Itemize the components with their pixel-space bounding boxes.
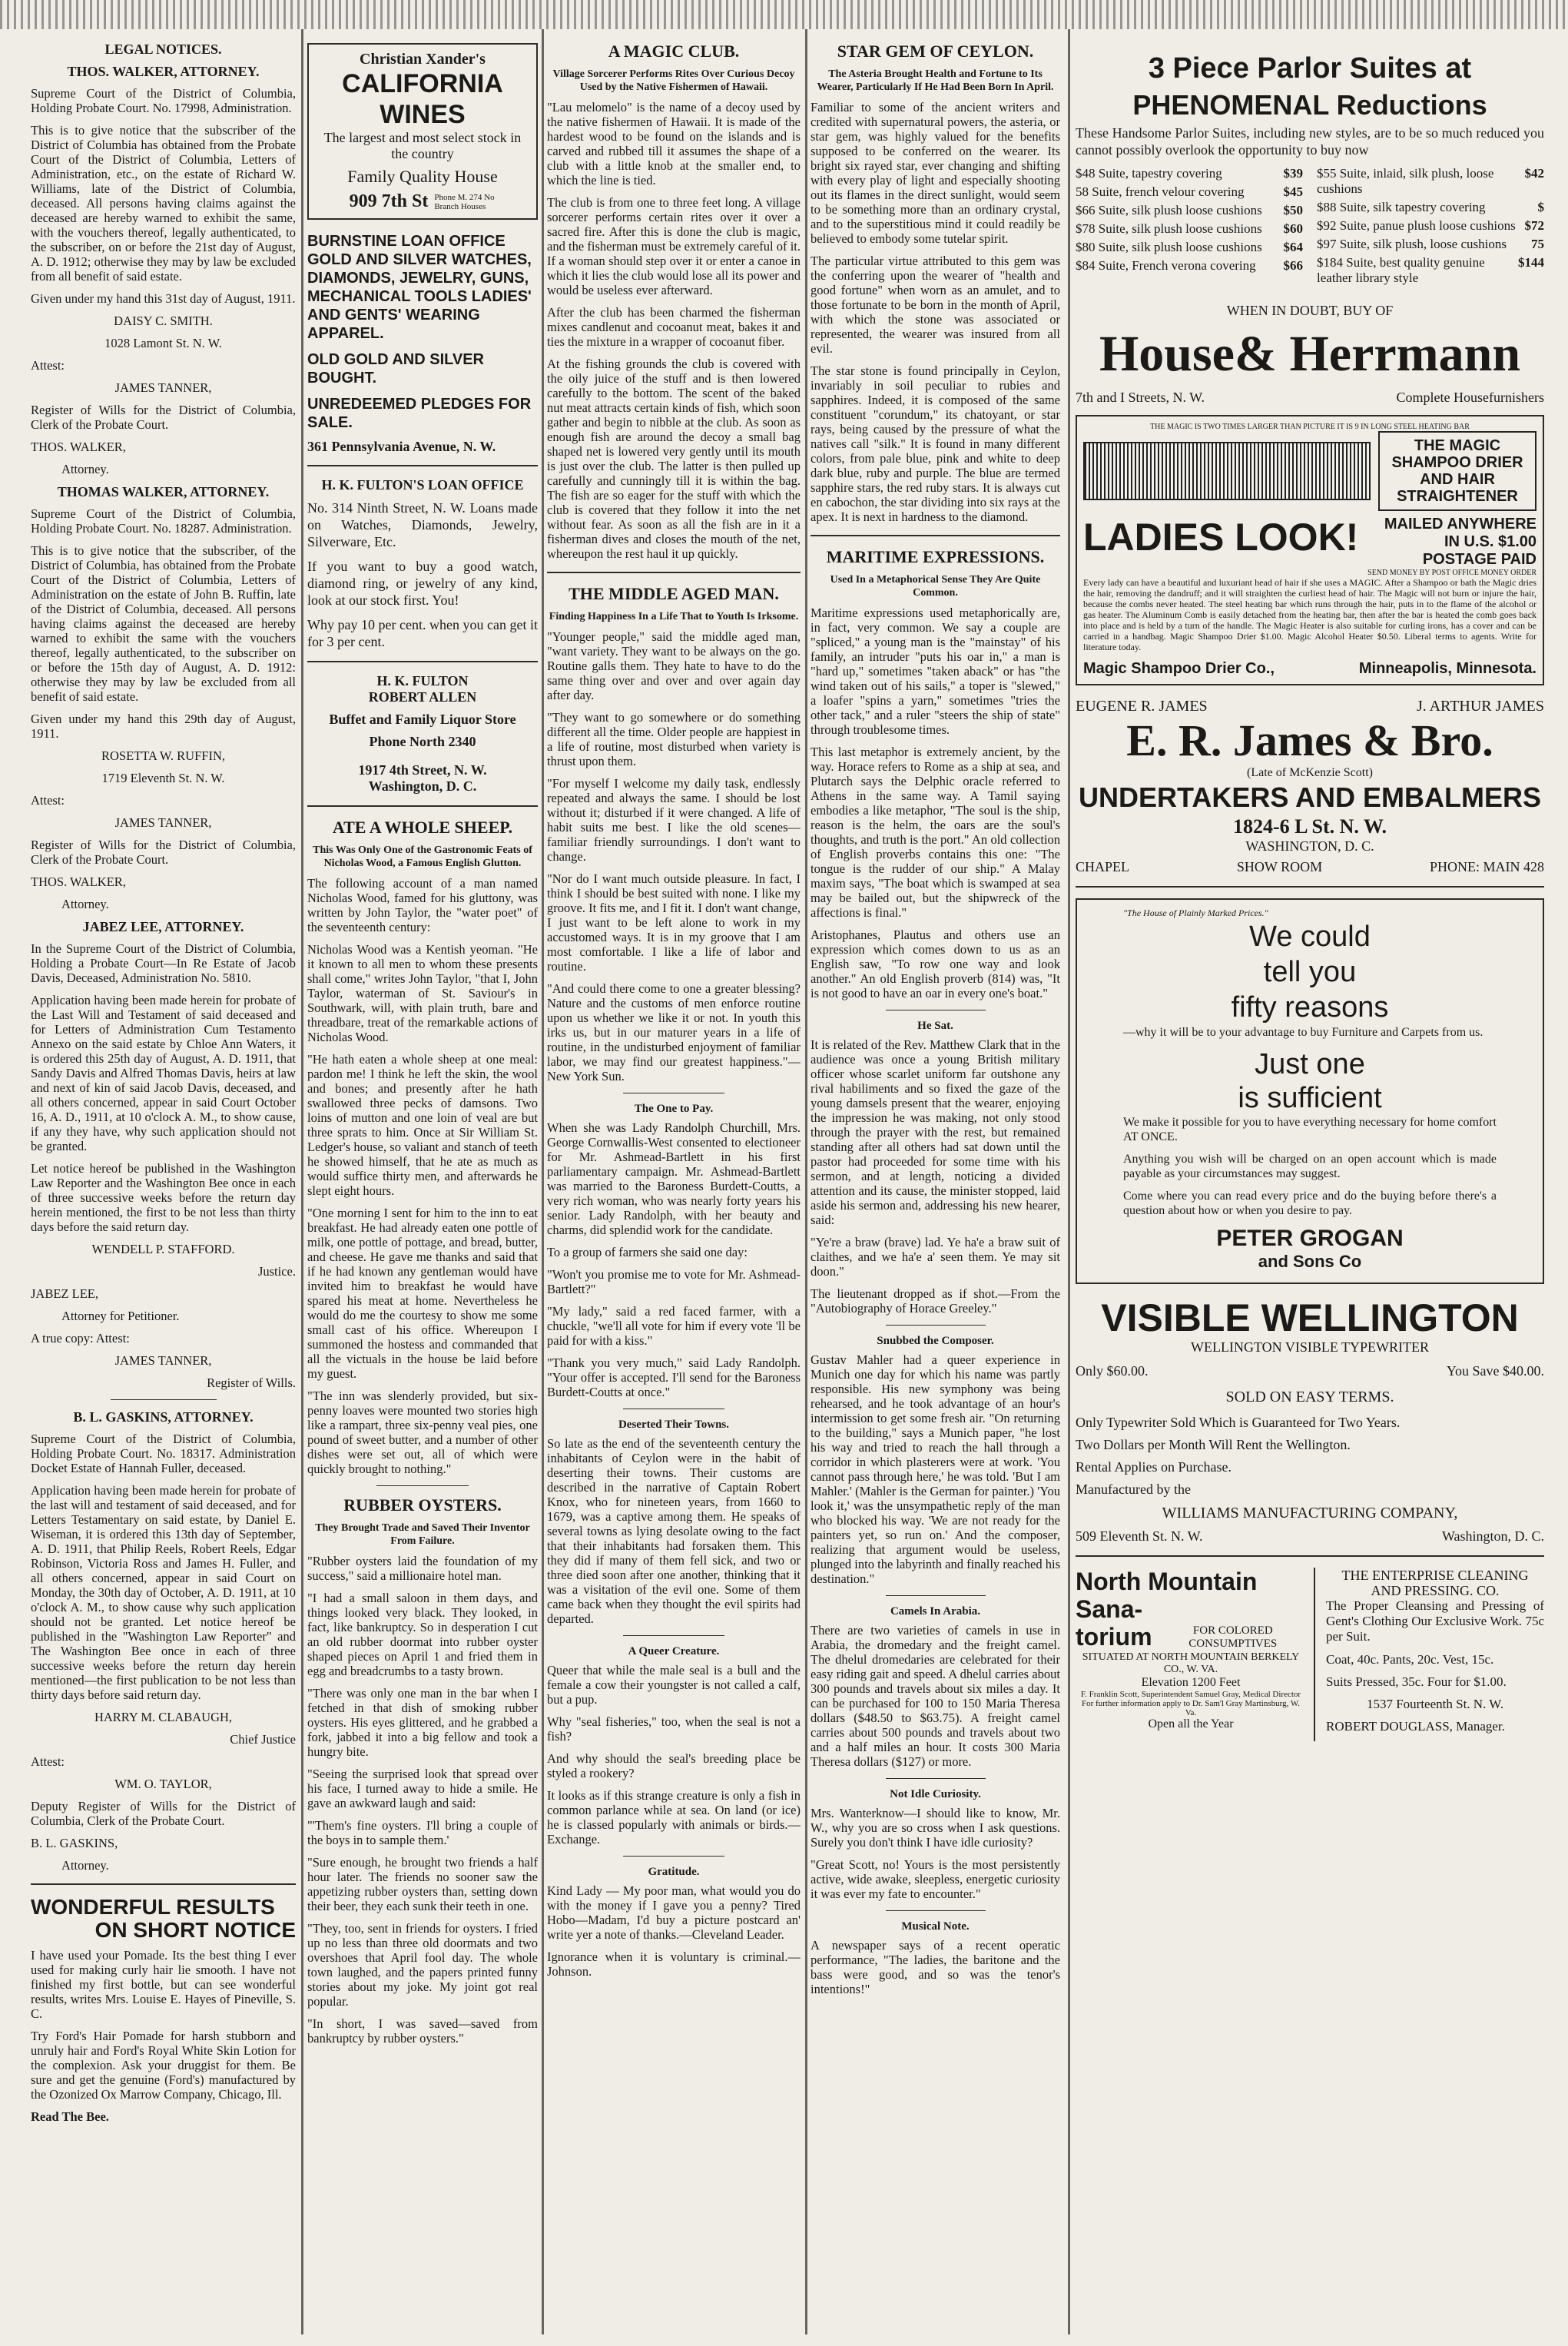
james-show: SHOW ROOM bbox=[1236, 859, 1323, 874]
notice-gaskins bbox=[31, 1409, 296, 1873]
grogan-l3: fifty reasons bbox=[1231, 991, 1389, 1024]
pomade-body: Try Ford's Hair Pomade for harsh stubborn and unruly hair and Ford's Royal White Skin Lotion for the complexion. Ask your druggist for them. Be sure and get the genuine (Ford's) manufactured by the Ozonized Ox Marrow Company, Chicago, Ill. bbox=[31, 2029, 296, 2102]
price-row bbox=[1317, 200, 1544, 215]
article-para: "Nor do I want much outside pleasure. In fact, I think I should be best suited with none. I like my groove. It fits me, and I fit it. I don't want change, I just want to be left alone to work in my accustomed ways. It is in my groove that I am most comfortable. I like a life of labor and routine. bbox=[547, 871, 801, 974]
mountain-for: FOR COLORED CONSUMPTIVES bbox=[1188, 1624, 1278, 1650]
mountain-name-1: North Mountain Sana- bbox=[1076, 1568, 1258, 1623]
divider bbox=[886, 1910, 986, 1911]
price-row bbox=[1076, 166, 1303, 181]
price-value: $64 bbox=[1283, 240, 1303, 254]
article-gratitude bbox=[547, 1866, 801, 1979]
article-para: To a group of farmers she said one day: bbox=[547, 1245, 748, 1259]
column-rule bbox=[1068, 29, 1070, 2334]
enterprise-p1: The Proper Cleansing and Pressing of Gent's Clothing Our Exclusive Work. 75c per Suit. bbox=[1326, 1598, 1544, 1644]
divider bbox=[307, 661, 538, 662]
notice-atty-sign: THOS. WALKER, bbox=[31, 440, 126, 454]
article-para: "And could there come to one a greater blessing? Nature and the customs of men enforce routine upon us whether we like it or not. In youth this irks us, but in our maturer years in a life of routine, in the undisturbed enjoyment of familiar labor, we may find our greatest happiness."—New York Sun. bbox=[547, 981, 801, 1083]
notice-justice: WENDELL P. STAFFORD. bbox=[91, 1242, 235, 1256]
article-para: Nicholas Wood was a Kentish yeoman. "He it known to all men to whom these presents shall come," writes John Taylor, "that I, John Taylor, waterman of St. Saviour's in Southwark, will, with plain truth, bare and threadbare, treat of the remarkable actions of Nicholas Wood. bbox=[307, 942, 538, 1044]
article-pay bbox=[547, 1103, 801, 1399]
price-item: $80 Suite, silk plush loose cushions bbox=[1076, 240, 1262, 254]
article-para: At the fishing grounds the club is covered with the oily juice of the stuff and is then lowered carefully to the bottom. The scent of the baked nut meat attracts certain kinds of fish, which soon gather and begin to nibble at the club. As soon as enough fish are around the decoy a small bag shaped net is lowered very gently until its mouth is just over the club. The latter is then pulled up carefully and cunningly till it is within the bag. The fish are so eager for the stuff with which the club is covered that they follow it into the net without fear. As soon as all the fish are in it a fisherman dives and closes the mouth of the net, whereupon the rest haul it up quickly. bbox=[547, 357, 801, 561]
wellington-company: WILLIAMS MANUFACTURING COMPANY, bbox=[1162, 1505, 1458, 1521]
enterprise-name: THE ENTERPRISE CLEANING AND PRESSING. CO. bbox=[1341, 1568, 1529, 1598]
divider bbox=[886, 1595, 986, 1596]
fulton-allen-l2: ROBERT ALLEN bbox=[368, 689, 477, 705]
article-para: "I had a small saloon in them days, and things looked very black. They looked, in fact, like bankruptcy. So in desperation I cut an old rubber doormat into rubber oyster shaped pieces on April 1 and fried them in egg and breadcrumbs to a tasty brown. bbox=[307, 1591, 538, 1678]
notice-register-title: Register of Wills for the District of Columbia, Clerk of the Probate Court. bbox=[31, 838, 296, 867]
pomade-head-2: ON SHORT NOTICE bbox=[94, 1918, 296, 1942]
notice-signer: DAISY C. SMITH. bbox=[114, 314, 213, 328]
xander-addr: 909 7th St bbox=[349, 191, 429, 211]
wellington-addr: 509 Eleventh St. N. W. bbox=[1076, 1528, 1203, 1544]
bottom-ads bbox=[1076, 1568, 1544, 1741]
parlor-price-left bbox=[1076, 166, 1303, 289]
xander-name: Christian Xander's bbox=[360, 51, 486, 68]
james-phone: PHONE: MAIN 428 bbox=[1429, 859, 1544, 874]
fulton-allen-ad bbox=[307, 673, 538, 795]
burnstine-addr: 361 Pennsylvania Avenue, N. W. bbox=[307, 439, 496, 454]
article-sub: Finding Happiness In a Life That to Youth Is Irksome. bbox=[549, 611, 799, 622]
notice-attest: Attest: bbox=[31, 358, 65, 373]
article-camels bbox=[811, 1605, 1060, 1769]
article-para: "Thank you very much," said Lady Randolph. "Your offer is accepted. I'll send for the Baroness Burdett-Coutts at once." bbox=[547, 1356, 801, 1399]
fulton-allen-city: Washington, D. C. bbox=[368, 778, 477, 794]
article-para: Familiar to some of the ancient writers and credited with supernatural powers, the asteria, or star gem, was highly valued for the benefits supposed to be conferred on the wearer. Its bright six rayed star, ever changing and shifting with every play of light and especially shooting out its flames in the direct sunlight, would seem to be something more than an ordinary crystal, and to the superstitious mind it could readily be believed to embody some tutelar spirit. bbox=[811, 100, 1060, 246]
wellington-city: Washington, D. C. bbox=[1441, 1528, 1544, 1544]
article-head: Not Idle Curiosity. bbox=[890, 1788, 981, 1800]
article-sub: The Asteria Brought Health and Fortune to Its Wearer, Particularly If He Had Been Born In April. bbox=[817, 68, 1054, 93]
notice-body: This is to give notice that the subscriber of the District of Columbia has obtained from the Probate Court of the District of Columbia, Letters of Administration, etc., on the estate of Richard W. Williams, late of the District of Columbia, deceased. All persons having claims against the deceased are hereby warned to exhibit the same, with the vouchers thereof, legally authenticated, to the subscriber, on or before the 21st day of August, A. D. 1912; otherwise they may by law be excluded from all benefit of said estate. bbox=[31, 123, 296, 284]
mountain-open: Open all the Year bbox=[1148, 1717, 1234, 1730]
wellington-only: Only $60.00. bbox=[1076, 1363, 1149, 1379]
page-top-band bbox=[0, 0, 1568, 29]
pomade-head-1: WONDERFUL RESULTS bbox=[31, 1895, 275, 1919]
fulton-body: Why pay 10 per cent. when you can get it for 3 per cent. bbox=[307, 617, 538, 649]
magic-brand: THE MAGIC SHAMPOO DRIER AND HAIR STRAIGHTENER bbox=[1378, 431, 1537, 511]
notice-body: Application having been made herein for probate of the last will and testament of said deceased, and for Letters Testamentary on said estate, by Daniel E. Wiseman, it is ordered this 13th day of September, A. D. 1911, that Philip Reels, Robert Reels, Edgar Robinson, Victoria Ross and James H. Fuller, and all others concerned, appear in said Court on Monday, the 30th day of October, A. D. 1911, at 10 o'clock A. M., to show cause why such application should not be granted. Let notice hereof be published in the "Washington Law Reporter" and The Washington Bee once in each of three successive weeks before the return day herein mentioned—the first publication to be not less than thirty days before said return day. bbox=[31, 1483, 296, 1702]
article-para: The lieutenant dropped as if shot.—From the "Autobiography of Horace Greeley." bbox=[811, 1286, 1060, 1316]
article-para: Mrs. Wanterknow—I should like to know, Mr. W., why you are so cross when I ask questions. Surely you don't think I have idle curiosity? bbox=[811, 1806, 1060, 1850]
article-head: MARITIME EXPRESSIONS. bbox=[826, 547, 1045, 566]
mountain-info: For further information apply to Dr. Sam'l Gray Martinsburg, W. Va. bbox=[1081, 1699, 1301, 1717]
divider bbox=[1076, 1555, 1544, 1557]
notice-walker-1 bbox=[31, 64, 296, 476]
article-curiosity bbox=[811, 1788, 1060, 1901]
article-para: Why "seal fisheries," too, when the seal is not a fish? bbox=[547, 1714, 801, 1744]
magic-send: SEND MONEY BY POST OFFICE MONEY ORDER bbox=[1367, 569, 1537, 577]
article-para: "My lady," said a red faced farmer, with a chuckle, "we'll all vote for him if every vote 'll be paid for with a kiss." bbox=[547, 1304, 801, 1348]
article-para: Kind Lady — My poor man, what would you do with the money if I gave you a penny? Tired Hobo—Madam, I'd buy a picture postcard an' write yer a note of thanks.—Cleveland Leader. bbox=[547, 1883, 801, 1942]
mountain-loc: SITUATED AT NORTH MOUNTAIN BERKELY CO., W. VA. bbox=[1082, 1651, 1300, 1675]
wellington-rental: Rental Applies on Purchase. bbox=[1076, 1459, 1232, 1475]
price-item: $48 Suite, tapestry covering bbox=[1076, 166, 1222, 181]
notice-attorney: THOMAS WALKER, ATTORNEY. bbox=[57, 484, 270, 499]
article-para: "The inn was slenderly provided, but six-penny loaves were mounted two stories high like a rampart, three six-penny veal pies, one pound of sweet butter, and a number of other dishes were set out, all of which were quickly brought to nothing." bbox=[307, 1389, 538, 1476]
price-item: $84 Suite, French verona covering bbox=[1076, 258, 1256, 273]
price-item: $88 Suite, silk tapestry covering bbox=[1317, 200, 1486, 214]
parlor-head-2: PHENOMENAL Reductions bbox=[1132, 89, 1487, 121]
price-row bbox=[1076, 258, 1303, 274]
article-sub: Village Sorcerer Performs Rites Over Curious Decoy Used by the Native Fishermen of Hawaii. bbox=[552, 68, 795, 93]
divider bbox=[111, 1399, 217, 1400]
price-row bbox=[1317, 166, 1544, 197]
pomade-footer: Read The Bee. bbox=[31, 2109, 109, 2124]
article-head: THE MIDDLE AGED MAN. bbox=[569, 584, 779, 603]
notice-signer-addr: 1719 Eleventh St. N. W. bbox=[101, 771, 225, 785]
article-para: After the club has been charmed the fisherman mixes candlenut and cocoanut meat, bakes it and ties the mixture in a wrapper of cocoanut fiber. bbox=[547, 305, 801, 349]
article-para: "They, too, sent in friends for oysters. I fried up no less than three old doormats and two overshoes that April fool day. The whole town laughed, and the papers printed funny stories about my joke. My joint got real popular. bbox=[307, 1921, 538, 2009]
house-herrmann-addr: 7th and I Streets, N. W. bbox=[1076, 390, 1205, 405]
price-value: $45 bbox=[1283, 184, 1303, 199]
article-para: This last metaphor is extremely ancient, by the way. Horace refers to Rome as a ship at sea, and Plutarch says the Delphic oracle referred to Athens in the same way. A Tamil saying embodies a like metaphor, "The soul is the ship, reason is the helm, the oars are the soul's thoughts, and truth is the port." An old collection of English proverbs contains this one: "The tongue is the rudder of our ship." A Malay maxim says, "The boat which is swamped at sea may be bailed out, but the shipwreck of the affections is final." bbox=[811, 745, 1060, 920]
wellington-mfg: Manufactured by the bbox=[1076, 1482, 1191, 1497]
fulton-body: If you want to buy a good watch, diamond ring, or jewelry of any kind, look at our stock first. You! bbox=[307, 559, 538, 608]
article-head: Musical Note. bbox=[901, 1920, 970, 1933]
article-he-sat bbox=[811, 1020, 1060, 1316]
divider bbox=[547, 572, 801, 573]
xander-wines-ad bbox=[307, 43, 538, 220]
mountain-sanatorium-ad bbox=[1076, 1568, 1315, 1741]
article-para: The following account of a man named Nicholas Wood, famed for his gluttony, was written by John Taylor, the "water poet" of the seventeenth century: bbox=[307, 876, 538, 934]
divider bbox=[811, 535, 1060, 536]
enterprise-p3: Suits Pressed, 35c. Four for $1.00. bbox=[1326, 1674, 1507, 1689]
article-para: "Rubber oysters laid the foundation of my success," said a millionaire hotel man. bbox=[307, 1554, 538, 1583]
article-para: There are two varieties of camels in use in Arabia, the dromedary and the freight camel. The dhelul dromedaries are celebrated for their easy riding gait and speed. A dhelul carries about 300 pounds and travels about six miles a day. It can be purchased for 100 to 150 Maria Theresa dollars ($48.50 to $63.75). A freight camel carries about 500 pounds and travels about two and a half miles an hour. It costs 300 Maria Theresa dollars ($127) or more. bbox=[811, 1623, 1060, 1769]
wellington-ad bbox=[1076, 1296, 1544, 1545]
price-value: 75 bbox=[1531, 237, 1544, 251]
column-rule bbox=[805, 29, 807, 2334]
pomade-body: I have used your Pomade. Its the best thing I ever used for making curly hair lie smooth. I have not finished my first bottle, but can see wonderful results, writes Mrs. Louise E. Hayes of Pineville, S. C. bbox=[31, 1948, 296, 2021]
article-star-gem bbox=[811, 41, 1060, 524]
article-maritime bbox=[811, 547, 1060, 1000]
price-value: $72 bbox=[1524, 218, 1544, 233]
notice-court: Supreme Court of the District of Columbia, Holding Probate Court. No. 17998, Administration. bbox=[31, 86, 296, 115]
article-sub: Used In a Metaphorical Sense They Are Quite Common. bbox=[830, 574, 1041, 599]
article-para: It looks as if this strange creature is only a fish in common parlance while at sea. On land (or ice) he is classed popularly with animals or birds.—Exchange. bbox=[547, 1788, 801, 1847]
notice-body: Application having been made herein for probate of the Last Will and Testament of said deceased and for Letters of Administration Cum Testamento Annexo on the said estate by Chloe Ann Waters, it is ordered this 25th day of August, A. D. 1911, that Sandy Davis and Alfred Thomas Davis, heirs at law and next of kin of said Jacob Davis, deceased, and all others concerned, appear in said Court October 16, A. D., 1911, at 10 o'clock A. M., to show cause, if any they have, why such application should not be granted. bbox=[31, 993, 296, 1153]
magic-city: Minneapolis, Minnesota. bbox=[1358, 660, 1537, 677]
article-para: A newspaper says of a recent operatic performance, "The ladies, the baritone and the bass were good, and so was the tenor's intentions!" bbox=[811, 1938, 1060, 1996]
wellington-save: You Save $40.00. bbox=[1446, 1363, 1544, 1379]
article-towns bbox=[547, 1419, 801, 1626]
notice-court: Supreme Court of the District of Columbia, Holding Probate Court. No. 18287. Administration. bbox=[31, 506, 296, 536]
column-two bbox=[307, 37, 538, 2053]
burnstine-ad bbox=[307, 232, 538, 454]
xander-desc: The largest and most select stock in the country bbox=[323, 130, 522, 161]
article-para: It is related of the Rev. Matthew Clark that in the audience was once a young British military officer whose scarlet uniform far outshone any rival habiliments and so fixed the gaze of the young damsels present that the wearer, enjoying the impression he was making, not only stood through the prayer with the rest, but remained standing after all others had sat down until the pastor had proceeded for some time with his sermon, and at length, noticing a divided attention and its cause, the minister stopped, laid aside his sermon and, addressing his new hearer, said: bbox=[811, 1037, 1060, 1227]
divider bbox=[31, 1883, 296, 1885]
mountain-staff: F. Franklin Scott, Superintendent Samuel Gray, Medical Director bbox=[1080, 1690, 1301, 1699]
james-left: EUGENE R. JAMES bbox=[1076, 698, 1208, 715]
divider bbox=[307, 465, 538, 466]
article-para: "They want to go somewhere or do something different all the time. Older people are happiest in a life of routine, most disturbed when variety is thrust upon them. bbox=[547, 710, 801, 768]
price-item: $97 Suite, silk plush, loose cushions bbox=[1317, 237, 1507, 251]
fulton-allen-l3: Buffet and Family Liquor Store bbox=[329, 712, 516, 727]
notice-atty-title: Attorney. bbox=[61, 1858, 109, 1873]
james-late: (Late of McKenzie Scott) bbox=[1247, 766, 1373, 779]
enterprise-owner: ROBERT DOUGLASS, Manager. bbox=[1326, 1719, 1505, 1734]
wellington-head: VISIBLE WELLINGTON bbox=[1101, 1296, 1519, 1339]
pomade-ad bbox=[31, 1896, 296, 2124]
price-value: $42 bbox=[1524, 166, 1544, 181]
james-city: WASHINGTON, D. C. bbox=[1245, 838, 1374, 854]
notice-atty-title: Attorney. bbox=[61, 462, 109, 476]
magic-mailed: MAILED ANYWHERE IN U.S. $1.00 POSTAGE PAID bbox=[1384, 516, 1537, 568]
burnstine-gold: OLD GOLD AND SILVER BOUGHT. bbox=[307, 351, 484, 387]
notice-body: Let notice hereof be published in the Washington Law Reporter and the Washington Bee once in each of three successive weeks before the return day herein mentioned, the first to be not less than thirty days before the said return day. bbox=[31, 1161, 296, 1234]
burnstine-pledges: UNREDEEMED PLEDGES FOR SALE. bbox=[307, 396, 532, 431]
article-para: And why should the seal's breeding place be styled a rookery? bbox=[547, 1751, 801, 1780]
price-row bbox=[1317, 218, 1544, 234]
article-head: A MAGIC CLUB. bbox=[608, 41, 740, 61]
price-item: $78 Suite, silk plush loose cushions bbox=[1076, 221, 1262, 236]
price-item: $92 Suite, panue plush loose cushions bbox=[1317, 218, 1516, 233]
magic-company: Magic Shampoo Drier Co., bbox=[1083, 660, 1275, 677]
article-para: "Seeing the surprised look that spread over his face, I turned away to hide a smile. He gave an awkward laugh and said: bbox=[307, 1767, 538, 1810]
column-legal-notices bbox=[31, 37, 296, 2132]
article-para: Gustav Mahler had a queer experience in Munich one day for which his name was partly responsible. His new symphony was being rehearsed, and he took advantage of an hour's intermission to get some fresh air. "On returning to the building," says a Munich paper, "he lost his way and tried to reach the hall through a corridor in which plasterers were at work. 'You cannot pass through here,' he was told. 'But I am Mahler.' (Mahler is the German for painter.) 'You look it,' was the unsympathetic reply of the man who blocked his way. 'We are not ready for the painters yet, so run on.' And the composer, realizing that argument would be useless, plunged into the labyrinth and finally reached his destination." bbox=[811, 1352, 1060, 1586]
parlor-price-list bbox=[1076, 166, 1544, 289]
fulton-head: H. K. FULTON'S LOAN OFFICE bbox=[321, 477, 524, 493]
price-row bbox=[1076, 184, 1303, 200]
article-para: "He hath eaten a whole sheep at one meal: pardon me! I think he left the skin, the wool and bones; and presently after he hath swallowed three pecks of damsons. Two loins of mutton and one loin of veal are but three sprats to him. Once at Sir William St. Ledger's house, so valiant and stanch of teeth he showed himself, that he ate as much as would suffice thirty men, and afterwards he slept eight hours. bbox=[307, 1052, 538, 1198]
article-para: "For myself I welcome my daily task, endlessly repeated and always the same. I should be lost without it; disturbed if it were changed. A life of habit suits me best. I like the old scenes—familiar friendly surroundings. I don't want to change. bbox=[547, 776, 801, 864]
article-sub: This Was Only One of the Gastronomic Feats of Nicholas Wood, a Famous English Glutton. bbox=[313, 844, 532, 869]
article-queer bbox=[547, 1645, 801, 1847]
notice-register: WM. O. TAYLOR, bbox=[114, 1777, 212, 1791]
notice-atty-sign: B. L. GASKINS, bbox=[31, 1836, 118, 1850]
article-head: Snubbed the Composer. bbox=[877, 1335, 994, 1347]
grogan-l1: We could bbox=[1249, 921, 1371, 953]
article-para: "Great Scott, no! Yours is the most persistently active, wide awake, sleepless, energetic curiosity it was ever my fate to encounter." bbox=[811, 1857, 1060, 1901]
article-para: The particular virtue attributed to this gem was the conferring upon the wearer of "health and good fortune" when worn as an amulet, and to those fortunate to be born in the month of April, with which the stone was associated or represented, the wearer was insured from all evil. bbox=[811, 254, 1060, 356]
mountain-elev: Elevation 1200 Feet bbox=[1141, 1676, 1241, 1689]
parlor-doubt: WHEN IN DOUBT, BUY OF bbox=[1226, 303, 1394, 318]
article-middle-aged bbox=[547, 584, 801, 1083]
divider bbox=[886, 1325, 986, 1326]
grogan-l8: Anything you wish will be charged on an open account which is made payable as your circumstances may suggest. bbox=[1123, 1153, 1497, 1180]
article-para: "There was only one man in the bar when I fetched in that dish of smoking rubber oysters. His eyes glittered, and he grabbed a fork, jabbed it into a big fellow and took a hungry bite. bbox=[307, 1686, 538, 1759]
divider bbox=[376, 1485, 469, 1486]
notice-attorney: THOS. WALKER, ATTORNEY. bbox=[67, 64, 260, 79]
article-sheep bbox=[307, 818, 538, 1476]
price-value: $39 bbox=[1283, 166, 1303, 181]
wellington-sub: WELLINGTON VISIBLE TYPEWRITER bbox=[1191, 1339, 1429, 1355]
article-head: ATE A WHOLE SHEEP. bbox=[332, 818, 513, 837]
price-item: $66 Suite, silk plush loose cushions bbox=[1076, 203, 1262, 217]
price-value: $ bbox=[1537, 200, 1544, 214]
grogan-l4: —why it will be to your advantage to buy Furniture and Carpets from us. bbox=[1123, 1026, 1483, 1039]
burnstine-body: BURNSTINE LOAN OFFICE GOLD AND SILVER WATCHES, DIAMONDS, JEWELRY, GUNS, MECHANICAL TOOLS LADIES' AND GENTS' WEARING APPAREL. bbox=[307, 233, 532, 342]
notice-given: Given under my hand this 29th day of August, 1911. bbox=[31, 712, 296, 741]
xander-quality: Family Quality House bbox=[347, 167, 498, 186]
article-para: So late as the end of the seventeenth century the inhabitants of Ceylon were in the habit of deserting their towns. Their customs are described in the narrative of Captain Robert Knox, who for nineteen years, from 1660 to 1679, was a captive among them. He speaks of several towns as lying desolate owing to the fact that their inhabitants had forsaken them. This they did if many of them fell sick, and two or three died soon after one another, thinking that it was a visitation of the evil one. Some of them came back when they thought the evil spirits had departed. bbox=[547, 1436, 801, 1626]
article-head: The One to Pay. bbox=[634, 1103, 714, 1115]
notice-atty-title: Attorney for Petitioner. bbox=[61, 1309, 180, 1323]
notice-register-title: Register of Wills for the District of Columbia, Clerk of the Probate Court. bbox=[31, 403, 296, 432]
parlor-head-1: 3 Piece Parlor Suites at bbox=[1148, 52, 1472, 85]
price-row bbox=[1076, 221, 1303, 237]
magic-shampoo-ad bbox=[1076, 415, 1544, 685]
article-head: A Queer Creature. bbox=[628, 1645, 720, 1657]
notice-attorney: JABEZ LEE, ATTORNEY. bbox=[82, 919, 244, 934]
grogan-sons: and Sons Co bbox=[1258, 1252, 1362, 1271]
enterprise-cleaning-ad bbox=[1326, 1568, 1544, 1741]
notice-atty-sign: THOS. WALKER, bbox=[31, 874, 126, 889]
price-value: $144 bbox=[1518, 255, 1544, 270]
legal-heading: LEGAL NOTICES. bbox=[104, 41, 222, 57]
grogan-l7: We make it possible for you to have everything necessary for home comfort AT ONCE. bbox=[1123, 1116, 1497, 1143]
price-row bbox=[1076, 203, 1303, 218]
notice-register: JAMES TANNER, bbox=[114, 815, 212, 830]
notice-attorney: B. L. GASKINS, ATTORNEY. bbox=[73, 1409, 254, 1425]
article-para: Aristophanes, Plautus and others use an expression which comes down to us as an English saw, "To row one way and look another." An old English proverb (814) was, "It is not good to have an oar in every one's boat." bbox=[811, 927, 1060, 1000]
column-three bbox=[547, 37, 801, 1986]
article-composer bbox=[811, 1335, 1060, 1586]
article-head: Camels In Arabia. bbox=[890, 1605, 981, 1618]
wellington-guar: Only Typewriter Sold Which is Guaranteed for Two Years. bbox=[1076, 1415, 1401, 1430]
notice-walker-2 bbox=[31, 484, 296, 911]
notice-attest: Attest: bbox=[31, 1754, 65, 1769]
price-value: $60 bbox=[1283, 221, 1303, 236]
price-value: $50 bbox=[1283, 203, 1303, 217]
divider bbox=[307, 805, 538, 807]
notice-register-title: Register of Wills. bbox=[207, 1375, 296, 1390]
notice-justice-title: Justice. bbox=[257, 1264, 296, 1279]
notice-justice: HARRY M. CLABAUGH, bbox=[94, 1710, 233, 1724]
notice-signer: ROSETTA W. RUFFIN, bbox=[101, 748, 225, 763]
parlor-intro: These Handsome Parlor Suites, including new styles, are to be so much reduced you cannot possibly overlook the opportunity to buy now bbox=[1076, 125, 1544, 158]
article-para: "One morning I sent for him to the inn to eat breakfast. He had already eaten one pottle of milk, one pottle of pottage, and bread, butter, and cheese. He gave me thanks and said that if he had known any gentleman would have invited him to breakfast he would have spared his meat at home. Nevertheless he would do me the courtesy to show me some small cast of his office. Whereupon I summoned the hostess and commanded that all the victuals in the house be laid before my guest. bbox=[307, 1206, 538, 1381]
article-head: Gratitude. bbox=[648, 1866, 700, 1878]
magic-head: LADIES LOOK! bbox=[1083, 516, 1359, 559]
notice-register-title: Deputy Register of Wills for the District of Columbia, Clerk of the Probate Court. bbox=[31, 1799, 296, 1828]
column-rule bbox=[301, 29, 303, 2334]
xander-title: CALIFORNIA WINES bbox=[342, 69, 503, 129]
price-item: $55 Suite, inlaid, silk plush, loose cushions bbox=[1317, 166, 1494, 196]
price-item: 58 Suite, french velour covering bbox=[1076, 184, 1245, 199]
article-para: Maritime expressions used metaphorically are, in fact, very common. We say a couple are "spliced," a young man is the "mainstay" of his family, an intruder "puts his oar in," a man is "hard up," sometimes "taken aback" or has "the wind taken out of his sails," a toper is "slewed," a loafer "spins a yarn," sometimes "tries the other tack," and a ruler "steers the ship of state" through troublesome times. bbox=[811, 606, 1060, 737]
article-head: He Sat. bbox=[917, 1020, 953, 1032]
notice-court: Supreme Court of the District of Columbia, Holding Probate Court. No. 18317. Administration Docket Estate of Hannah Fuller, deceased. bbox=[31, 1432, 296, 1475]
notice-given: Given under my hand this 31st day of August, 1911. bbox=[31, 291, 296, 306]
notice-body: This is to give notice that the subscriber, of the District of Columbia, has obtained from the Probate Court of the District of Columbia, Letters of Administration on the estate of John B. Ruffin, late of the District of Columbia, deceased. All persons having claims against the deceased are hereby warned to exhibit the same with the vouchers thereof, legally authenticated, to the subscriber on or before the 15th day of August, A. D. 1912: otherwise they may by law be excluded from all benefit of said estate. bbox=[31, 543, 296, 704]
grogan-l2: tell you bbox=[1263, 956, 1357, 988]
notice-register: JAMES TANNER, bbox=[114, 380, 212, 395]
article-para: "Lau melomelo" is the name of a decoy used by the native fishermen of Hawaii. It is made of the hardest wood to be found on the islands and is carved and rubbed till it assumes the shape of a club with a little knob at the smaller end, to which the line is tied. bbox=[547, 100, 801, 187]
article-para: Ignorance when it is voluntary is criminal.—Johnson. bbox=[547, 1949, 801, 1979]
article-head: STAR GEM OF CEYLON. bbox=[837, 41, 1034, 61]
column-ads bbox=[1076, 37, 1544, 1741]
grogan-top: "The House of Plainly Marked Prices." bbox=[1123, 908, 1268, 918]
article-para: "Sure enough, he brought two friends a half hour later. The friends no sooner saw the appetizing rubber oysters than, setting down their beer, they each sunk their teeth in one. bbox=[307, 1855, 538, 1913]
fulton-allen-addr: 1917 4th Street, N. W. bbox=[358, 762, 487, 778]
article-para: "Ye're a braw (brave) lad. Ye ha'e a braw suit of claithes, and we ha'e a' seen them. Ye may sit doon." bbox=[811, 1235, 1060, 1279]
mountain-name-2: torium bbox=[1076, 1623, 1152, 1651]
james-undertakers-ad bbox=[1076, 698, 1544, 875]
fulton-allen-phone: Phone North 2340 bbox=[369, 734, 476, 749]
james-name: E. R. James & Bro. bbox=[1126, 715, 1493, 765]
magic-top: THE MAGIC IS TWO TIMES LARGER THAN PICTURE IT IS 9 IN LONG STEEL HEATING BAR bbox=[1150, 423, 1470, 431]
price-row bbox=[1076, 240, 1303, 255]
enterprise-p2: Coat, 40c. Pants, 20c. Vest, 15c. bbox=[1326, 1652, 1494, 1667]
fulton-body: No. 314 Ninth Street, N. W. Loans made on Watches, Diamonds, Jewelry, Silverware, Etc. bbox=[307, 500, 538, 549]
article-para: The star stone is found principally in Ceylon, invariably in soil peculiar to rubies and sapphires. Indeed, it is composed of the same constituent "corundum," its chatoyant, or star rays, being caused by the pressure of what the natives call "silk." It is found in many different colors, from pale blue, pink and white to deep dark blue, ruby and purple. The blue are termed sapphire stars, the red ruby stars. It is always cut en cabochon, the star dividing into six rays at the apex. It is next in hardness to the diamond. bbox=[811, 363, 1060, 524]
article-para: When she was Lady Randolph Churchill, Mrs. George Cornwallis-West consented to electioneer for Mr. Ashmead-Bartlett in his first parliamentary campaign. Mr. Ashmead-Bartlett was married to the Baroness Burdett-Coutts, a very rich woman, who was nearly forty years his senior. Lady Randolph, with her beauty and charms, did splendid work for the candidate. bbox=[547, 1120, 801, 1237]
notice-register: JAMES TANNER, bbox=[114, 1353, 212, 1368]
grogan-ad bbox=[1076, 898, 1544, 1284]
fulton-allen-l1: H. K. FULTON bbox=[376, 673, 469, 689]
article-para: Queer that while the male seal is a bull and the female a cow their youngster is not called a calf, but a pup. bbox=[547, 1663, 801, 1707]
comb-icon bbox=[1083, 442, 1371, 500]
james-chapel: CHAPEL bbox=[1076, 859, 1130, 874]
notice-signer-addr: 1028 Lamont St. N. W. bbox=[104, 336, 222, 350]
notice-attest: Attest: bbox=[31, 793, 65, 808]
article-head: RUBBER OYSTERS. bbox=[343, 1495, 502, 1515]
parlor-suites-ad bbox=[1076, 51, 1544, 406]
price-value: $66 bbox=[1283, 258, 1303, 273]
article-para: "'Them's fine oysters. I'll bring a couple of the boys in to sample them.' bbox=[307, 1818, 538, 1847]
article-sub: They Brought Trade and Saved Their Inventor From Failure. bbox=[315, 1522, 530, 1547]
house-herrmann-tag: Complete Housefurnishers bbox=[1396, 390, 1544, 405]
wellington-terms: SOLD ON EASY TERMS. bbox=[1225, 1389, 1394, 1405]
james-trade: UNDERTAKERS AND EMBALMERS bbox=[1079, 781, 1541, 813]
notice-atty-sign: JABEZ LEE, bbox=[31, 1286, 98, 1301]
house-herrmann-logo: House& Herrmann bbox=[1099, 326, 1521, 382]
notice-court: In the Supreme Court of the District of Columbia, Holding a Probate Court—In Re Estate of Jacob Davis, Deceased, Administration No. 5810. bbox=[31, 941, 296, 985]
price-row bbox=[1317, 237, 1544, 252]
price-item: $184 Suite, best quality genuine leather library style bbox=[1317, 255, 1485, 285]
grogan-l6: is sufficient bbox=[1238, 1082, 1382, 1114]
divider bbox=[886, 1778, 986, 1779]
divider bbox=[623, 1856, 724, 1857]
fulton-loan-ad bbox=[307, 477, 538, 650]
xander-phone: Phone M. 274 No Branch Houses bbox=[434, 192, 495, 211]
article-para: The club is from one to three feet long. A village sorcerer performs certain rites over it over a sacred fire. After this is done the club is magic, and the fisherman must be extremely careful of it. If a woman should step over it or enter a canoe in which it lies the club would lose all its power and would be useless ever afterward. bbox=[547, 195, 801, 297]
grogan-l9: Come where you can read every price and do the buying before there's a question about how or when you desire to pay. bbox=[1123, 1190, 1497, 1217]
column-rule bbox=[542, 29, 544, 2334]
article-oysters bbox=[307, 1495, 538, 2046]
divider bbox=[1076, 886, 1544, 888]
grogan-l5: Just one bbox=[1255, 1048, 1365, 1080]
divider bbox=[623, 1635, 724, 1636]
article-para: "In short, I was saved—saved from bankruptcy by rubber oysters." bbox=[307, 2016, 538, 2046]
notice-lee bbox=[31, 919, 296, 1390]
notice-copy: A true copy: Attest: bbox=[31, 1331, 130, 1346]
article-club bbox=[547, 41, 801, 561]
james-addr: 1824-6 L St. N. W. bbox=[1232, 815, 1387, 838]
notice-atty-title: Attorney. bbox=[61, 897, 109, 911]
column-four bbox=[811, 37, 1060, 2004]
james-right: J. ARTHUR JAMES bbox=[1416, 698, 1544, 715]
parlor-price-right bbox=[1317, 166, 1544, 289]
grogan-name: PETER GROGAN bbox=[1216, 1226, 1404, 1251]
wellington-two: Two Dollars per Month Will Rent the Wellington. bbox=[1076, 1437, 1351, 1452]
article-para: "Younger people," said the middle aged man, "want variety. They want to be always on the go. Routine galls them. They hate to have to do the same thing over and over and over again day after day. bbox=[547, 629, 801, 702]
enterprise-addr: 1537 Fourteenth St. N. W. bbox=[1366, 1697, 1504, 1711]
article-musical bbox=[811, 1920, 1060, 1996]
price-row bbox=[1317, 255, 1544, 286]
article-head: Deserted Their Towns. bbox=[618, 1419, 730, 1431]
article-para: "Won't you promise me to vote for Mr. Ashmead-Bartlett?" bbox=[547, 1267, 801, 1296]
notice-justice-title: Chief Justice bbox=[230, 1732, 296, 1747]
magic-body: Every lady can have a beautiful and luxuriant head of hair if she uses a MAGIC. After a Shampoo or bath the Magic dries the hair, removing the dandruff; and it will straighten the curliest head of hair. The Magic will not burn or injure the hair, because the combs never heated. The steel heating bar which runs through the hair, puts in to the flame of the alcohol or gas heater. The Aluminum Comb is easily detached from the heating bar, then after the bar is heated the comb goes back into place and is held by a turn of the handle. The Magic Heater is also suitable for curling irons, has a cover and can be carried in a handbag. Magic Shampoo Drier $1.00. Magic Alcohol Heater $0.50. Liberal terms to agents. Write for literature today. bbox=[1083, 577, 1537, 652]
